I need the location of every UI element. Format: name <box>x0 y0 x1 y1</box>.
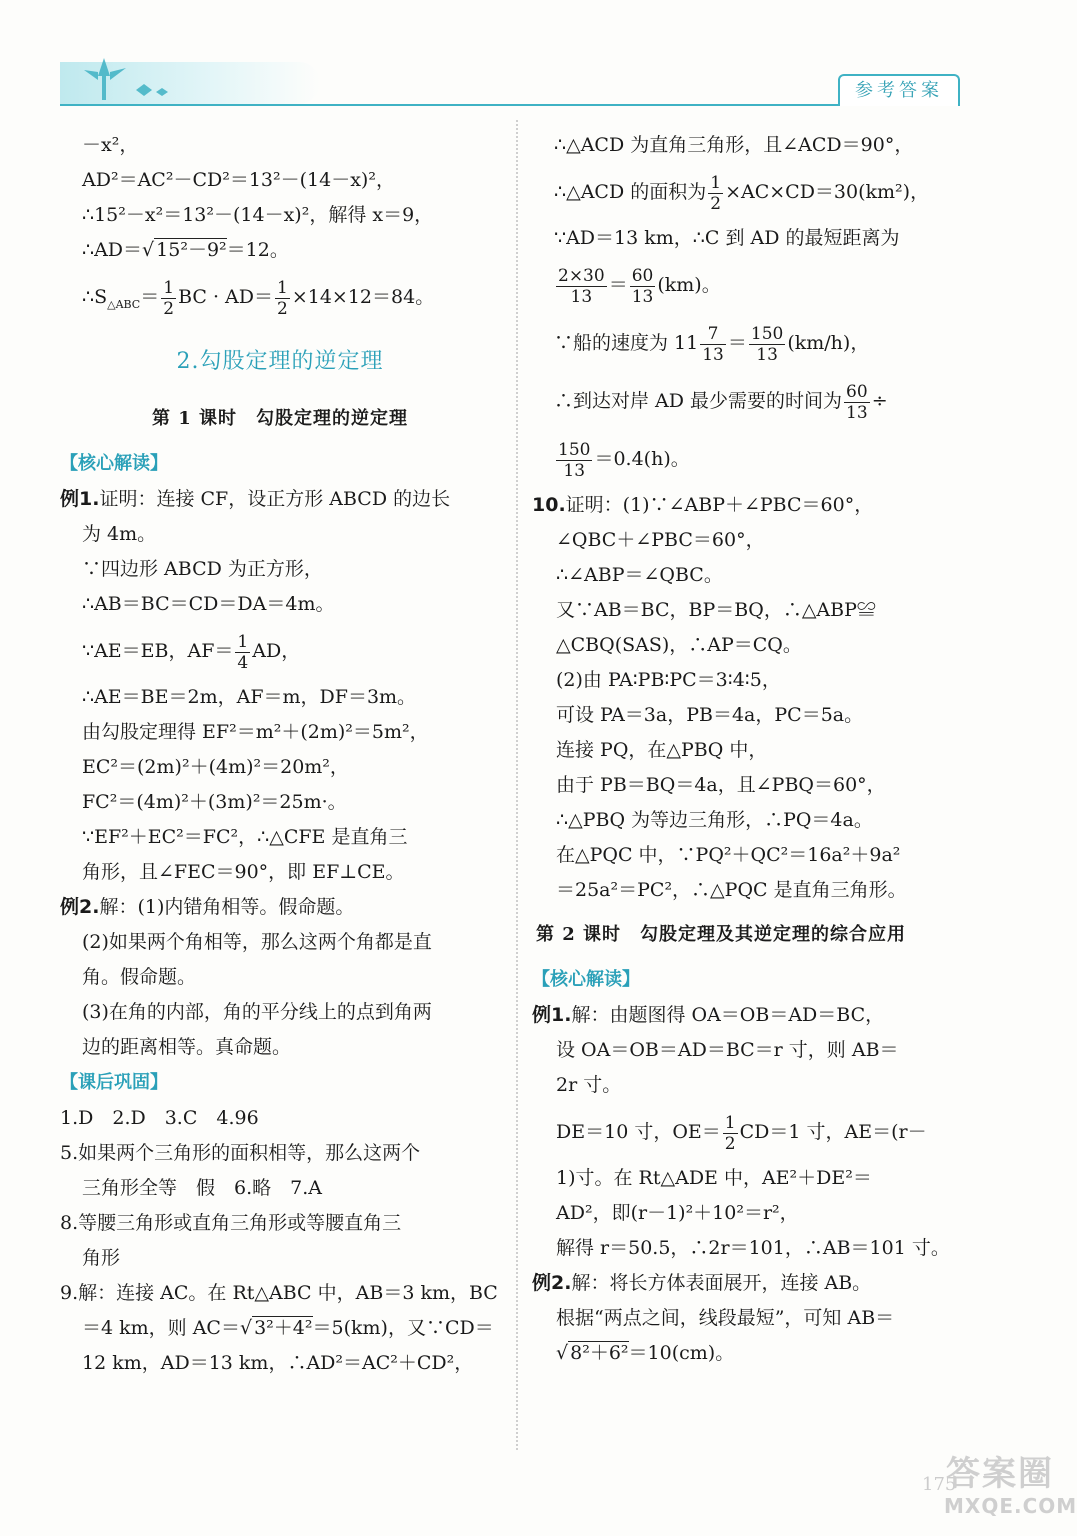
text-line: DE＝10 寸，OE＝ $\frac{1}{2}$ CD＝1 寸，AE＝(r－ <box>556 1112 927 1154</box>
text-line: ∴△ACD 为直角三角形，且∠ACD＝90°， <box>554 134 914 156</box>
header-rule <box>60 104 960 106</box>
text-line: 角形，且∠FEC＝90°，即 EF⊥CE。 <box>82 861 405 883</box>
text-line: 10.证明：(1)∵∠ABP＋∠PBC＝60°， <box>532 494 874 516</box>
text-line: √ 8²＋6²＝10(cm)。 <box>556 1342 735 1364</box>
sqrt-expression: 8²＋6² <box>570 1342 629 1364</box>
text-line: ∴∠ABP＝∠QBC。 <box>556 564 723 586</box>
answer-line: 角形 <box>82 1247 121 1269</box>
text-line: 连接 PQ，在△PBQ 中， <box>556 739 768 761</box>
answer-line: 9.解：连接 AC。在 Rt△ABC 中，AB＝3 km，BC <box>60 1282 498 1304</box>
text-line: (3)在角的内部，角的平分线上的点到角两 <box>82 1001 432 1023</box>
text-line: ∠QBC＋∠PBC＝60°， <box>556 529 765 551</box>
text-line: ∵四边形 ABCD 为正方形， <box>82 558 323 580</box>
column-divider <box>516 120 518 1450</box>
text-line: ∴到达对岸 AD 最少需要的时间为 $\frac{60}{13}$ ÷ <box>554 381 888 423</box>
text-line: 2r 寸。 <box>556 1074 622 1096</box>
text-line: EC²＝(2m)²＋(4m)²＝20m²， <box>82 756 349 778</box>
text-line: 例2.解：将长方体表面展开，连接 AB。 <box>532 1272 872 1294</box>
section-tag: 【核心解读】 <box>60 453 168 474</box>
fraction: $\frac{7}{13}$ <box>702 323 724 365</box>
text-line: ∴AD＝√ 15²－9²＝12。 <box>82 239 289 261</box>
text-line: 解得 r＝50.5，∴2r＝101，∴AB＝101 寸。 <box>556 1237 950 1259</box>
text-line: 设 OA＝OB＝AD＝BC＝r 寸，则 AB＝ <box>556 1039 899 1061</box>
text-line: 1)寸。在 Rt△ADE 中，AE²＋DE²＝ <box>556 1167 872 1189</box>
answer-line: 1.D 2.D 3.C 4.96 <box>60 1107 259 1129</box>
text-line: ∴△PBQ 为等边三角形，∴PQ＝4a。 <box>556 809 873 831</box>
answer-line: 三角形全等 假 6.略 7.A <box>82 1177 322 1199</box>
text-line: AD²＝AC²－CD²＝13²－(14－x)²， <box>82 169 395 191</box>
header-tag: 参考答案 <box>838 74 960 106</box>
text-line: 由于 PB＝BQ＝4a，且∠PBQ＝60°， <box>556 774 886 796</box>
text-line: (2)由 PA∶PB∶PC＝3∶4∶5， <box>556 669 781 691</box>
text-line: 例2.解：(1)内错角相等。假命题。 <box>60 896 355 918</box>
text-line: ∵船的速度为 11 $\frac{7}{13}$ ＝ $\frac{150}{13}$ (km/h)， <box>554 323 870 365</box>
page-number: 175 <box>922 1474 957 1495</box>
lesson-title: 第 2 课时 勾股定理及其逆定理的综合应用 <box>536 924 907 945</box>
text-line: ∴AE＝BE＝2m，AF＝m，DF＝3m。 <box>82 686 417 708</box>
answer-line: 8.等腰三角形或直角三角形或等腰直角三 <box>60 1212 402 1234</box>
text-line: －x²， <box>82 134 139 156</box>
sqrt-expression: 3²＋4² <box>254 1317 313 1339</box>
left-column <box>60 128 500 1381</box>
text-line: AD²，即(r－1)²＋10²＝r²， <box>556 1202 799 1224</box>
text-line: 根据“两点之间，线段最短”，可知 AB＝ <box>556 1307 895 1329</box>
text-line: △CBQ(SAS)，∴AP＝CQ。 <box>556 634 802 656</box>
answer-line: 12 km，AD＝13 km，∴AD²＝AC²＋CD²， <box>82 1352 474 1374</box>
text-line: 角。假命题。 <box>82 966 197 988</box>
section-title: 2.勾股定理的逆定理 <box>176 349 384 374</box>
text-line: 由勾股定理得 EF²＝m²＋(2m)²＝5m²， <box>82 721 429 743</box>
sqrt-expression: 15²－9² <box>156 239 227 261</box>
fraction: $\frac{1}{2}$ <box>724 1112 736 1154</box>
text-line: 在△PQC 中，∵PQ²＋QC²＝16a²＋9a² <box>556 844 901 866</box>
section-tag: 【核心解读】 <box>532 969 640 990</box>
text-line: (2)如果两个角相等，那么这两个角都是直 <box>82 931 432 953</box>
fraction: $\frac{60}{13}$ <box>631 265 654 307</box>
watermark: 答案圈 MXQE.COM <box>944 1454 1077 1518</box>
answer-line: 5.如果两个三角形的面积相等，那么这两个 <box>60 1142 421 1164</box>
answer-line: ＝4 km，则 AC＝√ 3²＋4²＝5(km)，又∵CD＝ <box>82 1317 494 1339</box>
text-line: ∵AE＝EB，AF＝ $\frac{1}{4}$ AD， <box>82 631 301 673</box>
text-line: ∵EF²＋EC²＝FC²，∴△CFE 是直角三 <box>82 826 408 848</box>
text-line: FC²＝(4m)²＋(3m)²＝25m·。 <box>82 791 347 813</box>
fraction: $\frac{150}{13}$ <box>750 323 784 365</box>
fraction: $\frac{60}{13}$ <box>846 381 868 423</box>
text-line: 例1.解：由题图得 OA＝OB＝AD＝BC， <box>532 1004 885 1026</box>
text-line: 可设 PA＝3a，PB＝4a，PC＝5a。 <box>556 704 864 726</box>
section-tag: 【课后巩固】 <box>60 1072 168 1093</box>
text-line: ＝25a²＝PC²，∴△PQC 是直角三角形。 <box>556 879 907 901</box>
right-column <box>532 128 972 1371</box>
fraction: $\frac{1}{2}$ <box>163 277 175 319</box>
lesson-title: 第 1 课时 勾股定理的逆定理 <box>151 408 409 429</box>
text-line: $\frac{150}{13}$ ＝0.4(h)。 <box>558 439 690 481</box>
text-line: 为 4m。 <box>82 523 157 545</box>
fraction: $\frac{2\times 30}{13}$ <box>558 265 605 307</box>
text-line: 又∵AB＝BC，BP＝BQ，∴△ABP≌ <box>556 599 876 621</box>
fraction: $\frac{1}{2}$ <box>710 172 722 214</box>
text-line: 边的距离相等。真命题。 <box>82 1036 292 1058</box>
fraction: $\frac{150}{13}$ <box>558 439 591 481</box>
fraction: $\frac{1}{4}$ <box>237 631 249 673</box>
text-line: ∴AB＝BC＝CD＝DA＝4m。 <box>82 593 335 615</box>
text-line: ∵AD＝13 km，∴C 到 AD 的最短距离为 <box>554 227 900 249</box>
text-line: ∴△ACD 的面积为 $\frac{1}{2}$ ×AC×CD＝30(km²)， <box>554 172 930 214</box>
text-line: ∴15²－x²＝13²－(14－x)²，解得 x＝9， <box>82 204 434 226</box>
windmill-logo-icon <box>66 50 176 106</box>
text-line: 例1.证明：连接 CF，设正方形 ABCD 的边长 <box>60 488 451 510</box>
area-line: $\therefore S_{\triangle ABC}=$ $\frac{1}{2}$ BC · AD＝ $\frac{1}{2}$ ×14×12＝84。 <box>82 277 435 319</box>
text-line: $\frac{2\times 30}{13}$ ＝ $\frac{60}{13}$ (km)。 <box>558 265 721 307</box>
fraction: $\frac{1}{2}$ <box>277 277 288 319</box>
